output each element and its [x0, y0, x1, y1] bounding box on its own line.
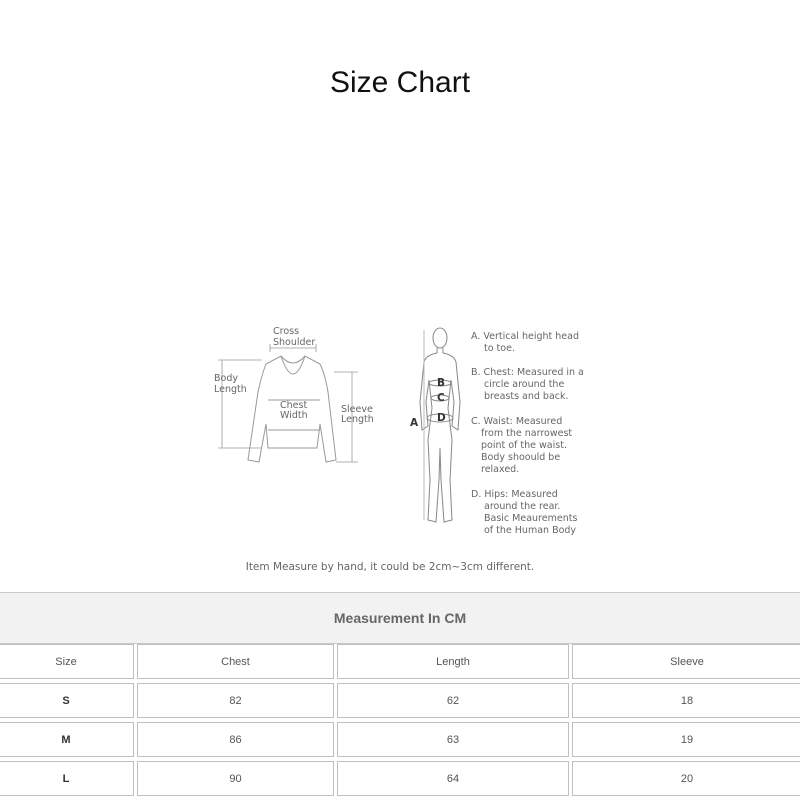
- note-d-line-4: of the Human Body: [484, 525, 577, 536]
- cell-sleeve: 18: [572, 683, 800, 718]
- cell-size: L: [0, 761, 134, 796]
- header-chest: Chest: [137, 644, 334, 679]
- garment-labels: [214, 326, 374, 425]
- cell-length: 63: [337, 722, 569, 757]
- table-row: [0, 683, 800, 720]
- cross-shoulder-label-1: Cross: [273, 326, 300, 337]
- note-c-line-3: point of the waist.: [481, 440, 567, 451]
- cell-chest: 86: [137, 722, 334, 757]
- cell-sleeve: 19: [572, 722, 800, 757]
- header-length: Length: [337, 644, 569, 679]
- table-row: [0, 761, 800, 798]
- note-b-line-1: B. Chest: Measured in a: [471, 367, 584, 378]
- table-header-row: [0, 644, 800, 681]
- cell-chest: 82: [137, 683, 334, 718]
- page-title: Size Chart: [329, 66, 471, 99]
- body-diagram: [420, 328, 460, 522]
- body-length-label-2: Length: [214, 384, 247, 395]
- cross-shoulder-label-2: Shoulder: [273, 337, 316, 348]
- note-a-line-1: A. Vertical height head: [471, 331, 579, 342]
- letter-b: B: [437, 377, 446, 389]
- cell-sleeve: 20: [572, 761, 800, 796]
- cell-chest: 90: [137, 761, 334, 796]
- note-d-line-3: Basic Meaurements: [484, 513, 578, 524]
- note-d-line-1: D. Hips: Measured: [471, 489, 558, 500]
- letter-a: A: [410, 417, 419, 429]
- cell-size: M: [0, 722, 134, 757]
- note-b-line-3: breasts and back.: [484, 391, 569, 402]
- note-c-line-2: from the narrowest: [481, 428, 573, 439]
- note-b-line-2: circle around the: [484, 379, 565, 390]
- measurement-notes: [471, 331, 584, 536]
- header-size: Size: [0, 644, 134, 679]
- size-table: [0, 592, 800, 800]
- note-c-line-4: Body shoould be: [481, 452, 561, 463]
- chest-width-label-2: Width: [280, 410, 308, 421]
- note-d-line-2: around the rear.: [484, 501, 561, 512]
- chest-width-label-1: Chest: [280, 400, 308, 411]
- header-sleeve: Sleeve: [572, 644, 800, 679]
- note-c-line-1: C. Waist: Measured: [471, 416, 563, 427]
- disclaimer-text: Item Measure by hand, it could be 2cm~3cm different.: [245, 561, 535, 573]
- note-a-line-2: to toe.: [484, 343, 515, 354]
- table-caption: Measurement In CM: [0, 592, 800, 644]
- table-row: [0, 722, 800, 759]
- note-c-line-5: relaxed.: [481, 464, 520, 475]
- sleeve-length-label-1: Sleeve: [341, 404, 373, 415]
- cell-length: 64: [337, 761, 569, 796]
- cell-length: 62: [337, 683, 569, 718]
- cell-size: S: [0, 683, 134, 718]
- letter-d: D: [437, 412, 446, 424]
- letter-c: C: [437, 392, 445, 404]
- body-length-label-1: Body: [214, 373, 238, 384]
- sleeve-length-label-2: Length: [341, 414, 374, 425]
